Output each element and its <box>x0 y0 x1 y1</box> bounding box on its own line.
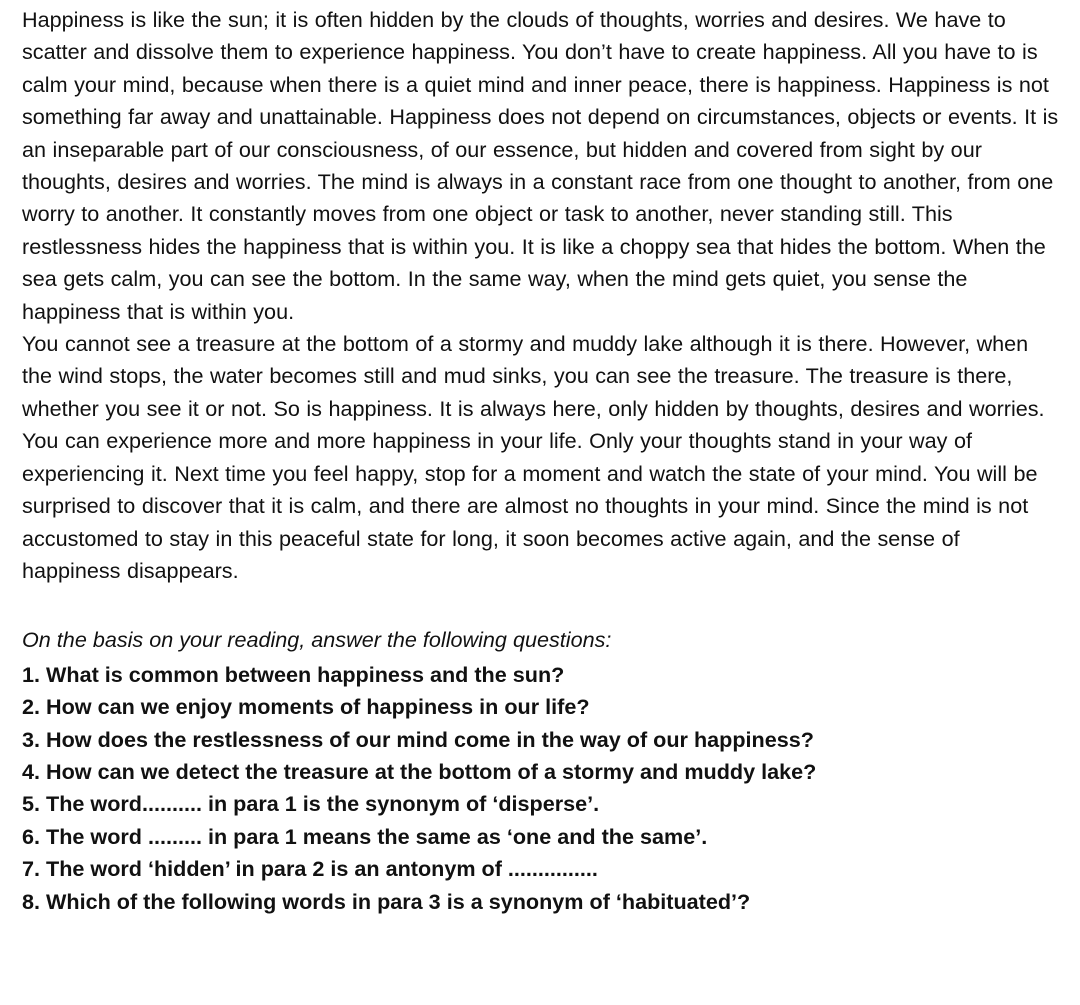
question-3: 3. How does the restlessness of our mind come in the way of our happiness? <box>22 726 814 752</box>
document-page <box>22 4 1062 918</box>
question-4: 4. How can we detect the treasure at the bottom of a stormy and muddy lake? <box>22 758 817 784</box>
question-1: 1. What is common between happiness and the sun? <box>22 661 565 687</box>
passage-paragraph-2: You cannot see a treasure at the bottom of a stormy and muddy lake although it is there. However, when the wind stops, the water becomes still and mud sinks, you can see the treasure. The treasure is there, whether you see it or not. So is happiness. It is always here, only hidden by thoughts, desires and worries. <box>22 331 1045 421</box>
passage <box>22 4 1062 587</box>
questions-instruction: On the basis on your reading, answer the following questions: <box>22 627 612 653</box>
question-7: 7. The word ‘hidden’ in para 2 is an antonym of ............... <box>22 856 598 882</box>
passage-paragraph-1: Happiness is like the sun; it is often hidden by the clouds of thoughts, worries and desires. We have to scatter and dissolve them to experience happiness. You don’t have to create happiness. All you have to is calm your mind, because when there is a quiet mind and inner peace, there is happiness. Happiness is not something far away and unattainable. Happiness does not depend on circumstances, objects or events. It is an inseparable part of our consciousness, of our essence, but hidden and covered from sight by our thoughts, desires and worries. The mind is always in a constant race from one thought to another, from one worry to another. It constantly moves from one object or task to another, never standing still. This restlessness hides the happiness that is within you. It is like a choppy sea that hides the bottom. When the sea gets calm, you can see the bottom. In the same way, when the mind gets quiet, you sense the happiness that is within you. <box>22 7 1059 324</box>
question-5: 5. The word.......... in para 1 is the synonym of ‘disperse’. <box>22 791 600 817</box>
question-8: 8. Which of the following words in para 3 is a synonym of ‘habituated’? <box>22 888 751 914</box>
question-2: 2. How can we enjoy moments of happiness in our life? <box>22 694 590 720</box>
passage-paragraph-3: You can experience more and more happiness in your life. Only your thoughts stand in your way of experiencing it. Next time you feel happy, stop for a moment and watch the state of your mind. You will be surprised to discover that it is calm, and there are almost no thoughts in your mind. Since the mind is not accustomed to stay in this peaceful state for long, it soon becomes active again, and the sense of happiness disappears. <box>22 428 1038 583</box>
question-list <box>22 659 1062 918</box>
question-6: 6. The word ......... in para 1 means the same as ‘one and the same’. <box>22 823 708 849</box>
